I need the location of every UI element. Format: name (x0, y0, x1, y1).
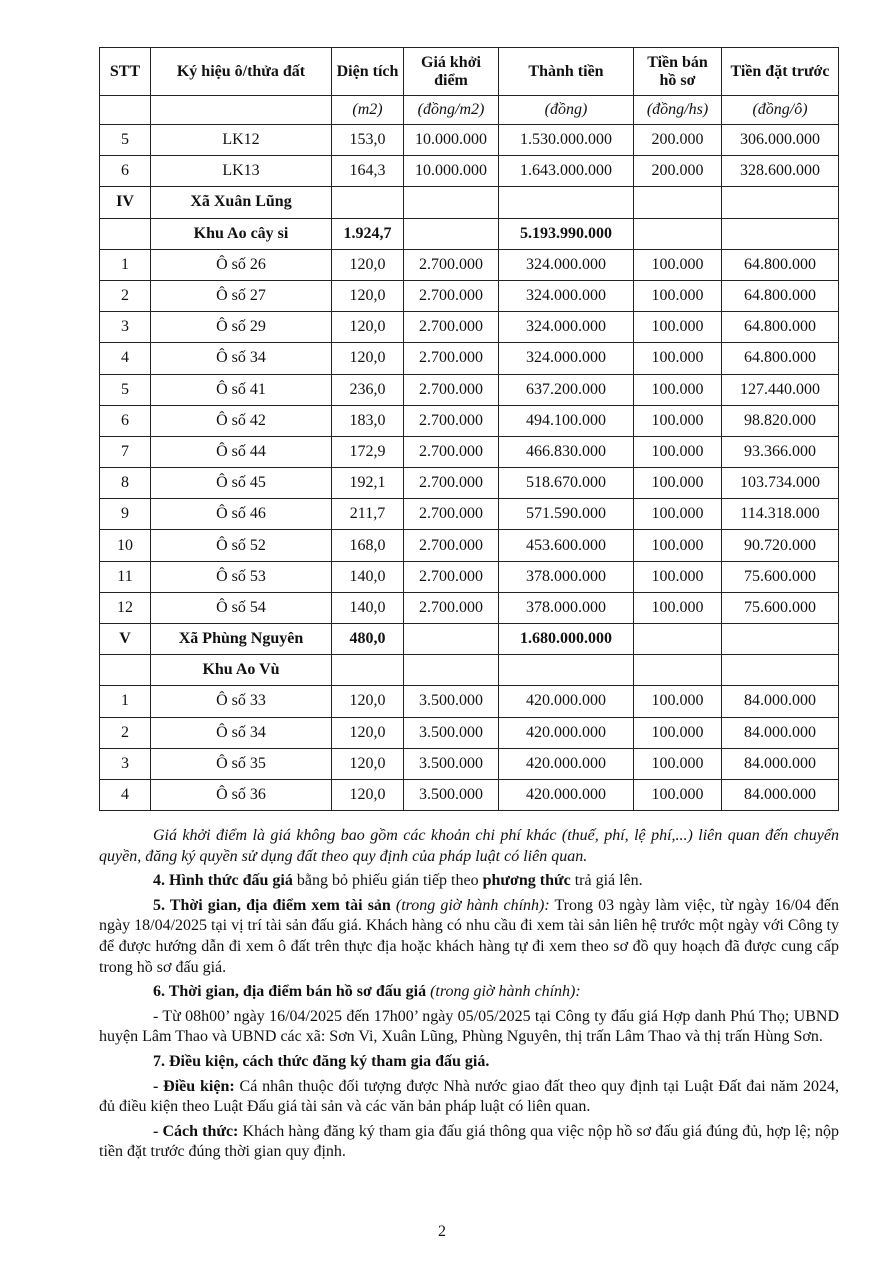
area-cell: 192,1 (332, 468, 404, 499)
table-row (100, 312, 839, 343)
amount-cell: 324.000.000 (499, 312, 634, 343)
unit-cell: (đồng/ô) (722, 96, 839, 125)
area-cell: 140,0 (332, 561, 404, 592)
deposit-cell: 64.800.000 (722, 249, 839, 280)
section-5 (99, 896, 839, 978)
amount-cell: 420.000.000 (499, 686, 634, 717)
parcel-cell: Ô số 53 (151, 561, 332, 592)
stt-cell (100, 655, 151, 686)
section-5-note: (trong giờ hành chính): (390, 896, 550, 914)
amount-cell: 324.000.000 (499, 249, 634, 280)
starting-price-cell: 2.700.000 (404, 592, 499, 623)
starting-price-cell: 3.500.000 (404, 686, 499, 717)
starting-price-cell (404, 655, 499, 686)
starting-price-cell: 3.500.000 (404, 748, 499, 779)
dossier-fee-cell: 100.000 (634, 468, 722, 499)
stt-cell: 10 (100, 530, 151, 561)
parcel-cell: Ô số 52 (151, 530, 332, 561)
starting-price-cell (404, 187, 499, 218)
area-cell (332, 655, 404, 686)
subsection-row (100, 218, 839, 249)
starting-price-cell: 2.700.000 (404, 312, 499, 343)
starting-price-cell: 2.700.000 (404, 280, 499, 311)
starting-price-cell: 2.700.000 (404, 468, 499, 499)
parcel-cell: LK12 (151, 125, 332, 156)
section-row (100, 187, 839, 218)
amount-cell: 1.643.000.000 (499, 156, 634, 187)
area-cell: 236,0 (332, 374, 404, 405)
document-body-text (99, 826, 839, 1163)
section-5-text: Trong 03 ngày làm việc, từ ngày 16/04 đến ngày 18/04/2025 tại vị trí tài sản đấu giá. Khách hàng có nhu cầu đi xem tài sản liên hệ trước một ngày với Công ty để được hướng dẫn đi xem ô đất trên thực địa hoặc khách hàng tự đi xem theo sơ đồ quy hoạch đã được cung cấp trong hồ sơ đấu giá. (99, 896, 840, 976)
method-label: - Cách thức: (153, 1122, 239, 1140)
dossier-fee-cell: 100.000 (634, 405, 722, 436)
amount-cell: 5.193.990.000 (499, 218, 634, 249)
area-cell: 120,0 (332, 717, 404, 748)
table-row (100, 592, 839, 623)
stt-cell: 5 (100, 374, 151, 405)
parcel-cell: Ô số 26 (151, 249, 332, 280)
deposit-cell: 64.800.000 (722, 312, 839, 343)
dossier-fee-cell: 100.000 (634, 499, 722, 530)
parcel-cell: Ô số 45 (151, 468, 332, 499)
table-row (100, 343, 839, 374)
section-6-text: - Từ 08h00’ ngày 16/04/2025 đến 17h00’ ngày 05/05/2025 tại Công ty đấu giá Hợp danh Phú Thọ; UBND huyện Lâm Thao và UBND các xã: Sơn Vi, Xuân Lũng, Phùng Nguyên, thị trấn Lâm Thao và thị trấn Hùng Sơn. (99, 1007, 839, 1046)
table-row (100, 779, 839, 810)
page-number: 2 (438, 1223, 446, 1240)
amount-cell: 637.200.000 (499, 374, 634, 405)
parcel-cell: LK13 (151, 156, 332, 187)
parcel-cell: Ô số 41 (151, 374, 332, 405)
amount-cell: 518.670.000 (499, 468, 634, 499)
dossier-fee-cell: 100.000 (634, 779, 722, 810)
starting-price-cell: 10.000.000 (404, 156, 499, 187)
unit-cell (100, 96, 151, 125)
col-header-deposit: Tiền đặt trước (722, 48, 839, 96)
area-cell: 140,0 (332, 592, 404, 623)
deposit-cell (722, 187, 839, 218)
deposit-cell: 90.720.000 (722, 530, 839, 561)
deposit-cell: 84.000.000 (722, 717, 839, 748)
stt-cell: 6 (100, 405, 151, 436)
area-cell: 120,0 (332, 312, 404, 343)
dossier-fee-cell (634, 624, 722, 655)
stt-cell: IV (100, 187, 151, 218)
starting-price-cell: 3.500.000 (404, 717, 499, 748)
table-body (100, 125, 839, 811)
table-row (100, 686, 839, 717)
deposit-cell (722, 218, 839, 249)
stt-cell: 9 (100, 499, 151, 530)
deposit-cell: 75.600.000 (722, 592, 839, 623)
stt-cell: 2 (100, 717, 151, 748)
area-cell: 183,0 (332, 405, 404, 436)
starting-price-cell: 2.700.000 (404, 374, 499, 405)
deposit-cell: 64.800.000 (722, 343, 839, 374)
section-4-text: bằng bỏ phiếu gián tiếp theo (292, 872, 483, 890)
deposit-cell: 75.600.000 (722, 561, 839, 592)
dossier-fee-cell: 100.000 (634, 561, 722, 592)
area-cell: 168,0 (332, 530, 404, 561)
starting-price-cell: 2.700.000 (404, 561, 499, 592)
section-7-heading: 7. Điều kiện, cách thức đăng ký tham gia đấu giá. (153, 1052, 490, 1070)
dossier-fee-cell: 100.000 (634, 249, 722, 280)
unit-cell: (m2) (332, 96, 404, 125)
col-header-parcel: Ký hiệu ô/thửa đất (151, 48, 332, 96)
section-4 (99, 871, 839, 892)
subsection-row (100, 655, 839, 686)
table-row (100, 436, 839, 467)
section-5-heading: 5. Thời gian, địa điểm xem tài sản (153, 896, 391, 914)
stt-cell (100, 218, 151, 249)
section-7-conditions (99, 1077, 839, 1118)
parcel-cell: Xã Xuân Lũng (151, 187, 332, 218)
table-row (100, 249, 839, 280)
table-units-row (100, 96, 839, 125)
deposit-cell: 328.600.000 (722, 156, 839, 187)
area-cell: 120,0 (332, 280, 404, 311)
area-cell: 172,9 (332, 436, 404, 467)
stt-cell: 3 (100, 748, 151, 779)
starting-price-cell: 2.700.000 (404, 249, 499, 280)
deposit-cell: 306.000.000 (722, 125, 839, 156)
section-6-heading: 6. Thời gian, địa điểm bán hồ sơ đấu giá (153, 983, 427, 1001)
table-row (100, 374, 839, 405)
table-row (100, 468, 839, 499)
dossier-fee-cell: 100.000 (634, 717, 722, 748)
stt-cell: 5 (100, 125, 151, 156)
starting-price-cell: 2.700.000 (404, 405, 499, 436)
stt-cell: 4 (100, 779, 151, 810)
amount-cell: 420.000.000 (499, 717, 634, 748)
section-7-method (99, 1122, 839, 1163)
parcel-cell: Ô số 33 (151, 686, 332, 717)
parcel-cell: Ô số 27 (151, 280, 332, 311)
dossier-fee-cell: 100.000 (634, 686, 722, 717)
price-note: Giá khởi điểm là giá không bao gồm các khoản chi phí khác (thuế, phí, lệ phí,...) liên quan đến chuyển quyền, đăng ký quyền sử dụng đất theo quy định của pháp luật có liên quan. (99, 827, 839, 865)
deposit-cell: 84.000.000 (722, 748, 839, 779)
deposit-cell: 103.734.000 (722, 468, 839, 499)
dossier-fee-cell: 200.000 (634, 156, 722, 187)
starting-price-cell: 3.500.000 (404, 779, 499, 810)
section-4-bold: phương thức (482, 872, 571, 890)
parcel-cell: Ô số 34 (151, 717, 332, 748)
unit-cell: (đồng) (499, 96, 634, 125)
parcel-cell: Xã Phùng Nguyên (151, 624, 332, 655)
unit-cell: (đồng/hs) (634, 96, 722, 125)
parcel-cell: Ô số 36 (151, 779, 332, 810)
unit-cell: (đồng/m2) (404, 96, 499, 125)
parcel-cell: Ô số 42 (151, 405, 332, 436)
table-row (100, 499, 839, 530)
area-cell: 153,0 (332, 125, 404, 156)
parcel-cell: Ô số 35 (151, 748, 332, 779)
table-row (100, 280, 839, 311)
deposit-cell: 84.000.000 (722, 779, 839, 810)
dossier-fee-cell (634, 218, 722, 249)
starting-price-cell (404, 624, 499, 655)
area-cell (332, 187, 404, 218)
col-header-area: Diện tích (332, 48, 404, 96)
amount-cell: 466.830.000 (499, 436, 634, 467)
parcel-cell: Khu Ao cây si (151, 218, 332, 249)
parcel-cell: Ô số 29 (151, 312, 332, 343)
area-cell: 120,0 (332, 779, 404, 810)
dossier-fee-cell (634, 655, 722, 686)
area-cell: 1.924,7 (332, 218, 404, 249)
area-cell: 164,3 (332, 156, 404, 187)
stt-cell: 11 (100, 561, 151, 592)
area-cell: 120,0 (332, 343, 404, 374)
table-row (100, 530, 839, 561)
deposit-cell: 93.366.000 (722, 436, 839, 467)
area-cell: 120,0 (332, 686, 404, 717)
stt-cell: 8 (100, 468, 151, 499)
col-header-stt: STT (100, 48, 151, 96)
table-row (100, 561, 839, 592)
amount-cell: 378.000.000 (499, 561, 634, 592)
conditions-label: - Điều kiện: (153, 1077, 235, 1095)
dossier-fee-cell: 200.000 (634, 125, 722, 156)
stt-cell: 12 (100, 592, 151, 623)
col-header-starting-price: Giá khởi điểm (404, 48, 499, 96)
area-cell: 480,0 (332, 624, 404, 655)
dossier-fee-cell (634, 187, 722, 218)
parcel-cell: Ô số 34 (151, 343, 332, 374)
method-text: Khách hàng đăng ký tham gia đấu giá thông qua việc nộp hồ sơ đấu giá đúng đủ, hợp lệ; nộp tiền đặt trước đúng thời gian quy định. (99, 1122, 840, 1161)
amount-cell: 420.000.000 (499, 748, 634, 779)
amount-cell: 571.590.000 (499, 499, 634, 530)
dossier-fee-cell: 100.000 (634, 280, 722, 311)
starting-price-cell: 10.000.000 (404, 125, 499, 156)
deposit-cell (722, 655, 839, 686)
stt-cell: 7 (100, 436, 151, 467)
starting-price-cell: 2.700.000 (404, 436, 499, 467)
amount-cell: 1.530.000.000 (499, 125, 634, 156)
dossier-fee-cell: 100.000 (634, 436, 722, 467)
parcel-cell: Khu Ao Vù (151, 655, 332, 686)
amount-cell: 324.000.000 (499, 280, 634, 311)
col-header-amount: Thành tiền (499, 48, 634, 96)
stt-cell: 6 (100, 156, 151, 187)
section-6-note: (trong giờ hành chính): (426, 983, 581, 1001)
auction-assets-table (99, 47, 839, 811)
amount-cell: 324.000.000 (499, 343, 634, 374)
deposit-cell: 127.440.000 (722, 374, 839, 405)
stt-cell: 3 (100, 312, 151, 343)
col-header-dossier-fee: Tiền bán hồ sơ (634, 48, 722, 96)
parcel-cell: Ô số 44 (151, 436, 332, 467)
parcel-cell: Ô số 54 (151, 592, 332, 623)
stt-cell: V (100, 624, 151, 655)
amount-cell: 494.100.000 (499, 405, 634, 436)
deposit-cell: 98.820.000 (722, 405, 839, 436)
dossier-fee-cell: 100.000 (634, 343, 722, 374)
table-row (100, 405, 839, 436)
deposit-cell: 84.000.000 (722, 686, 839, 717)
deposit-cell: 64.800.000 (722, 280, 839, 311)
section-4-heading: 4. Hình thức đấu giá (153, 872, 293, 890)
table-row (100, 156, 839, 187)
amount-cell: 1.680.000.000 (499, 624, 634, 655)
amount-cell: 453.600.000 (499, 530, 634, 561)
area-cell: 120,0 (332, 249, 404, 280)
unit-cell (151, 96, 332, 125)
table-row (100, 748, 839, 779)
dossier-fee-cell: 100.000 (634, 312, 722, 343)
deposit-cell: 114.318.000 (722, 499, 839, 530)
stt-cell: 4 (100, 343, 151, 374)
amount-cell: 378.000.000 (499, 592, 634, 623)
conditions-text: Cá nhân thuộc đối tượng được Nhà nước giao đất theo quy định tại Luật Đất đai năm 2024, đủ điều kiện theo Luật Đấu giá tài sản và các văn bản pháp luật có liên quan. (99, 1077, 839, 1116)
deposit-cell (722, 624, 839, 655)
table-row (100, 717, 839, 748)
amount-cell (499, 655, 634, 686)
starting-price-cell: 2.700.000 (404, 530, 499, 561)
area-cell: 211,7 (332, 499, 404, 530)
dossier-fee-cell: 100.000 (634, 374, 722, 405)
dossier-fee-cell: 100.000 (634, 592, 722, 623)
dossier-fee-cell: 100.000 (634, 748, 722, 779)
section-4-end: trả giá lên. (570, 872, 643, 890)
starting-price-cell: 2.700.000 (404, 499, 499, 530)
stt-cell: 2 (100, 280, 151, 311)
amount-cell (499, 187, 634, 218)
section-6 (99, 982, 839, 1003)
stt-cell: 1 (100, 249, 151, 280)
stt-cell: 1 (100, 686, 151, 717)
table-header-row (100, 48, 839, 96)
table-row (100, 125, 839, 156)
starting-price-cell (404, 218, 499, 249)
area-cell: 120,0 (332, 748, 404, 779)
starting-price-cell: 2.700.000 (404, 343, 499, 374)
section-row (100, 624, 839, 655)
dossier-fee-cell: 100.000 (634, 530, 722, 561)
amount-cell: 420.000.000 (499, 779, 634, 810)
parcel-cell: Ô số 46 (151, 499, 332, 530)
